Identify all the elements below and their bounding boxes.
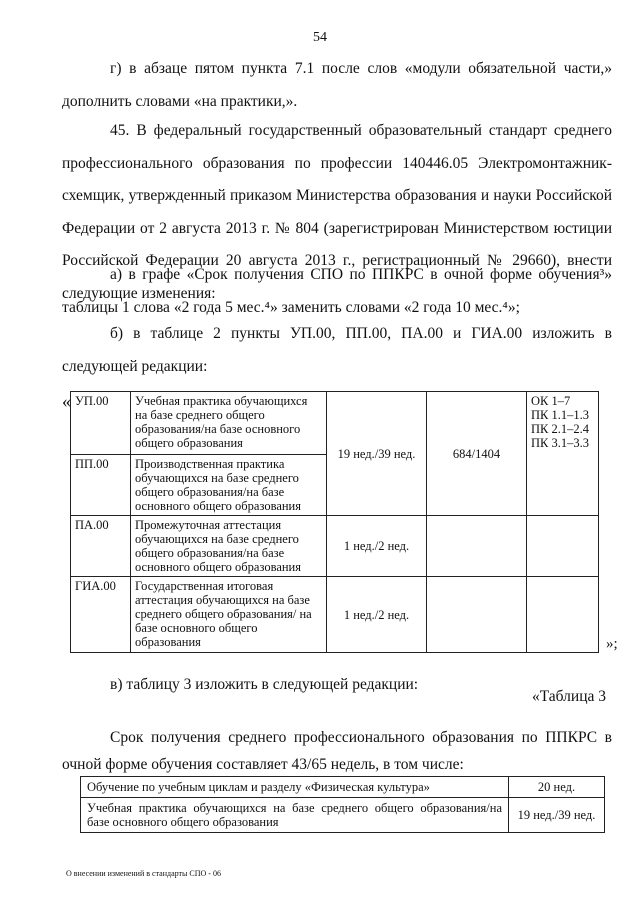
row-name: Учебная практика обучающихся на базе среднего общего образования/на базе основного общего образования [131,392,327,455]
competency-item: ПК 2.1–2.4 [531,422,589,436]
paragraph-45: 45. В федеральный государственный образовательный стандарт среднего профессионального образования по профессии 140446.05 Электромонтажник-схемщик, утвержденный приказом Министерства образования и науки Российской Федерации от 2 августа 2013 г. № 804 (зарегистрирован Министерством юстиции Российской Федерации 20 августа 2013 г., регистрационный № 29660), внести следующие изменения: [62,122,612,302]
table3-intro: Срок получения среднего профессионального образования по ППКРС в очной форме обучения составляет 43/65 недель, в том числе: [62,729,612,773]
table-3 [80,776,605,833]
competencies [527,392,599,516]
row-label: Обучение по учебным циклам и разделу «Физическая культура» [81,777,509,798]
competency-item: ОК 1–7 [531,394,571,408]
table-row [81,777,605,798]
practice-weeks: 19 нед./39 нед. [327,392,427,516]
row-weeks: 1 нед./2 нед. [327,577,427,653]
row-weeks: 1 нед./2 нед. [327,516,427,577]
paragraph-a: а) в графе «Срок получения СПО по ППКРС в очной форме обучения³» таблицы 1 слова «2 года 5 мес.⁴» заменить словами «2 года 10 мес.⁴»; [62,266,612,316]
row-label: Учебная практика обучающихся на базе среднего общего образования/на базе основного общего образования [81,798,509,833]
empty-cell [527,577,599,653]
competency-item: ПК 1.1–1.3 [531,408,589,422]
footer: О внесении изменений в стандарты СПО - 06 [66,869,221,878]
row-code: ГИА.00 [71,577,131,653]
row-name: Государственная итоговая аттестация обучающихся на базе среднего общего образования/ на базе основного общего образования [131,577,327,653]
quote-close: »; [606,636,618,652]
row-code: ПП.00 [71,455,131,516]
row-code: ПА.00 [71,516,131,577]
row-name: Промежуточная аттестация обучающихся на базе среднего общего образования/на базе основного общего образования [131,516,327,577]
item-v: в) таблицу 3 изложить в следующей редакции: [110,676,419,693]
table-2-fragment [70,391,599,653]
practice-hours: 684/1404 [427,392,527,516]
table-row [71,577,599,653]
row-name: Производственная практика обучающихся на базе среднего общего образования/на базе основного общего образования [131,455,327,516]
paragraph-g: г) в абзаце пятом пункта 7.1 после слов «модули обязательной части,» дополнить словами «на практики,». [62,60,612,110]
row-value: 19 нед./39 нед. [509,798,605,833]
table-row [81,798,605,833]
quote-open: « [62,391,71,411]
empty-cell [427,577,527,653]
page-number: 54 [313,30,327,45]
table3-label: «Таблица 3 [531,688,606,705]
empty-cell [427,516,527,577]
table-row [71,516,599,577]
table-row [71,392,599,455]
empty-cell [527,516,599,577]
row-code: УП.00 [71,392,131,455]
paragraph-b: б) в таблице 2 пункты УП.00, ПП.00, ПА.00 и ГИА.00 изложить в следующей редакции: [62,325,612,375]
row-value: 20 нед. [509,777,605,798]
competency-item: ПК 3.1–3.3 [531,436,589,450]
